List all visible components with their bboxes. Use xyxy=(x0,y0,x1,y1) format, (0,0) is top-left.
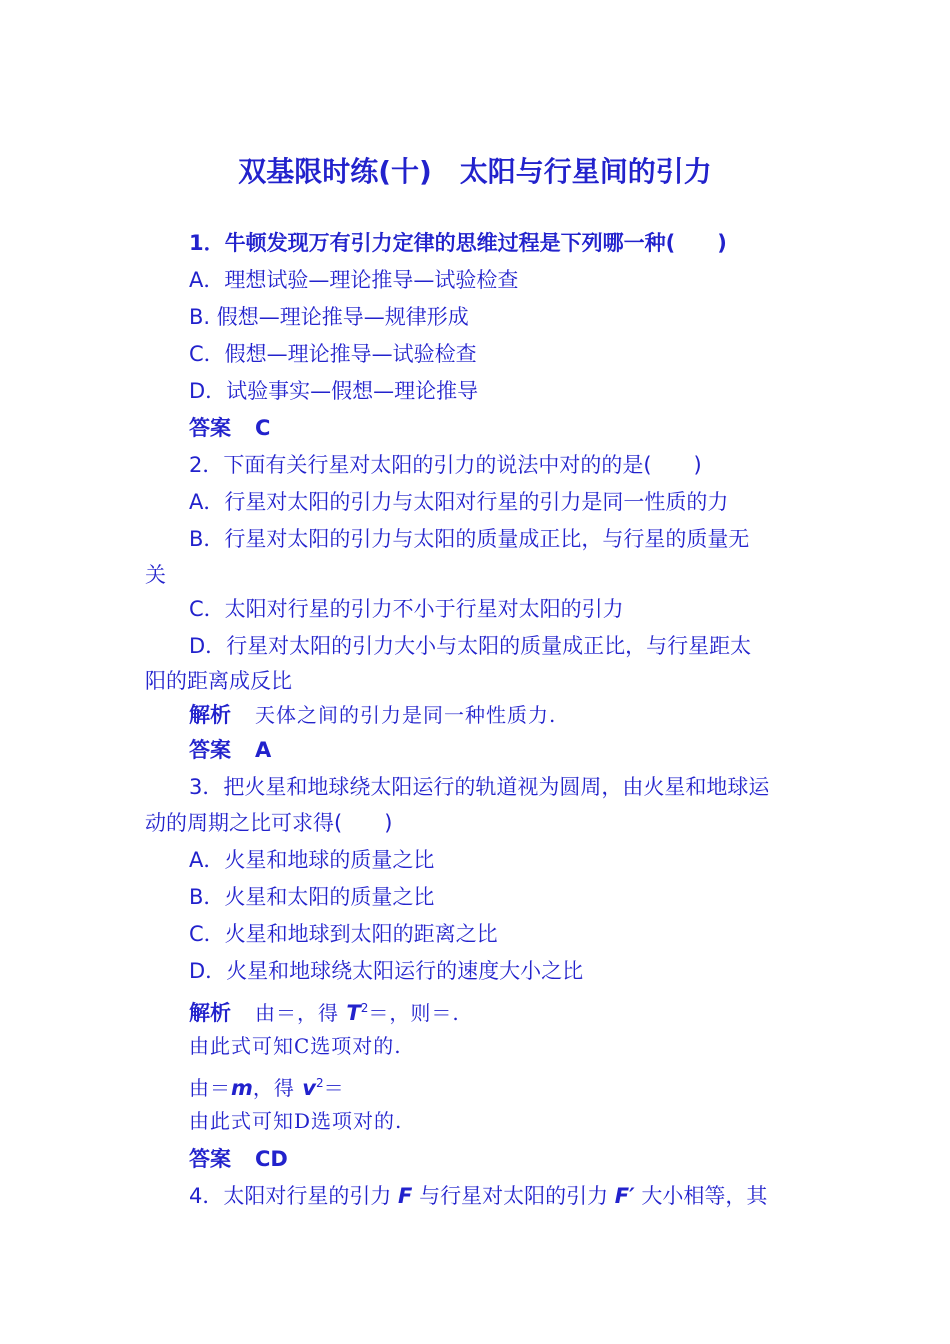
q2-option-d-line1: D．行星对太阳的引力大小与太阳的质量成正比，与行星距太 xyxy=(189,634,752,658)
q2-option-b-line2: 关 xyxy=(145,563,166,587)
q4-text-c: 大小相等，其 xyxy=(634,1184,768,1208)
q3-option-a: A．火星和地球的质量之比 xyxy=(189,848,435,872)
answer-label: 答案 xyxy=(189,738,231,762)
symbol-v: v xyxy=(302,1076,316,1100)
q2-stem: 2．下面有关行星对太阳的引力的说法中对的的是( ) xyxy=(189,453,702,477)
analysis-text-a: 由＝ xyxy=(189,1076,231,1100)
analysis-text: 天体之间的引力是同一种性质力. xyxy=(255,703,557,727)
q3-analysis-line3 xyxy=(189,1068,345,1103)
q2-option-d-line2: 阳的距离成反比 xyxy=(145,669,292,693)
analysis-label: 解析 xyxy=(189,1001,231,1025)
q1-option-b: B. 假想—理论推导—规律形成 xyxy=(189,305,469,329)
q3-stem-line1: 3．把火星和地球绕太阳运行的轨道视为圆周，由火星和地球运 xyxy=(189,775,770,799)
q1-stem: 1．牛顿发现万有引力定律的思维过程是下列哪一种( ) xyxy=(189,231,727,255)
symbol-F: F xyxy=(398,1184,413,1208)
symbol-m: m xyxy=(231,1076,253,1100)
q3-analysis-line1 xyxy=(189,993,460,1028)
q2-option-a: A．行星对太阳的引力与太阳对行星的引力是同一性质的力 xyxy=(189,490,729,514)
analysis-label: 解析 xyxy=(189,703,231,727)
answer-value: CD xyxy=(255,1147,288,1171)
q4-text-a: 4．太阳对行星的引力 xyxy=(189,1184,399,1208)
answer-label: 答案 xyxy=(189,1147,231,1171)
symbol-T: T xyxy=(346,1001,361,1025)
page-title: 双基限时练(十) 太阳与行星间的引力 xyxy=(238,155,712,188)
answer-value: C xyxy=(255,416,271,440)
analysis-text-b: ，得 xyxy=(252,1076,303,1100)
superscript-2: 2 xyxy=(315,1076,324,1090)
q2-analysis xyxy=(189,700,556,730)
q1-answer xyxy=(189,413,270,443)
q1-option-d: D．试验事实—假想—理论推导 xyxy=(189,379,479,403)
analysis-text-b: ＝，则＝. xyxy=(368,1001,460,1025)
q3-option-d: D．火星和地球绕太阳运行的速度大小之比 xyxy=(189,959,584,983)
q2-answer xyxy=(189,735,271,765)
analysis-text-a: 由＝，得 xyxy=(255,1001,347,1025)
q3-stem-line2: 动的周期之比可求得( ) xyxy=(145,811,393,835)
q3-option-b: B．火星和太阳的质量之比 xyxy=(189,885,435,909)
q3-answer xyxy=(189,1144,288,1174)
q3-option-c: C．火星和地球到太阳的距离之比 xyxy=(189,922,498,946)
q1-option-a: A．理想试验—理论推导—试验检查 xyxy=(189,268,519,292)
q1-option-c: C．假想—理论推导—试验检查 xyxy=(189,342,477,366)
superscript-2: 2 xyxy=(360,1001,369,1015)
answer-value: A xyxy=(255,738,272,762)
q3-analysis-line4: 由此式可知D选项对的. xyxy=(189,1109,403,1133)
symbol-F-prime: F′ xyxy=(614,1184,635,1208)
q4-text-b: 与行星对太阳的引力 xyxy=(412,1184,615,1208)
answer-label: 答案 xyxy=(189,416,231,440)
q3-analysis-line2: 由此式可知C选项对的. xyxy=(189,1034,402,1058)
q4-stem xyxy=(189,1181,767,1211)
analysis-text-c: ＝ xyxy=(323,1076,345,1100)
q2-option-b-line1: B．行星对太阳的引力与太阳的质量成正比，与行星的质量无 xyxy=(189,527,750,551)
q2-option-c: C．太阳对行星的引力不小于行星对太阳的引力 xyxy=(189,597,624,621)
